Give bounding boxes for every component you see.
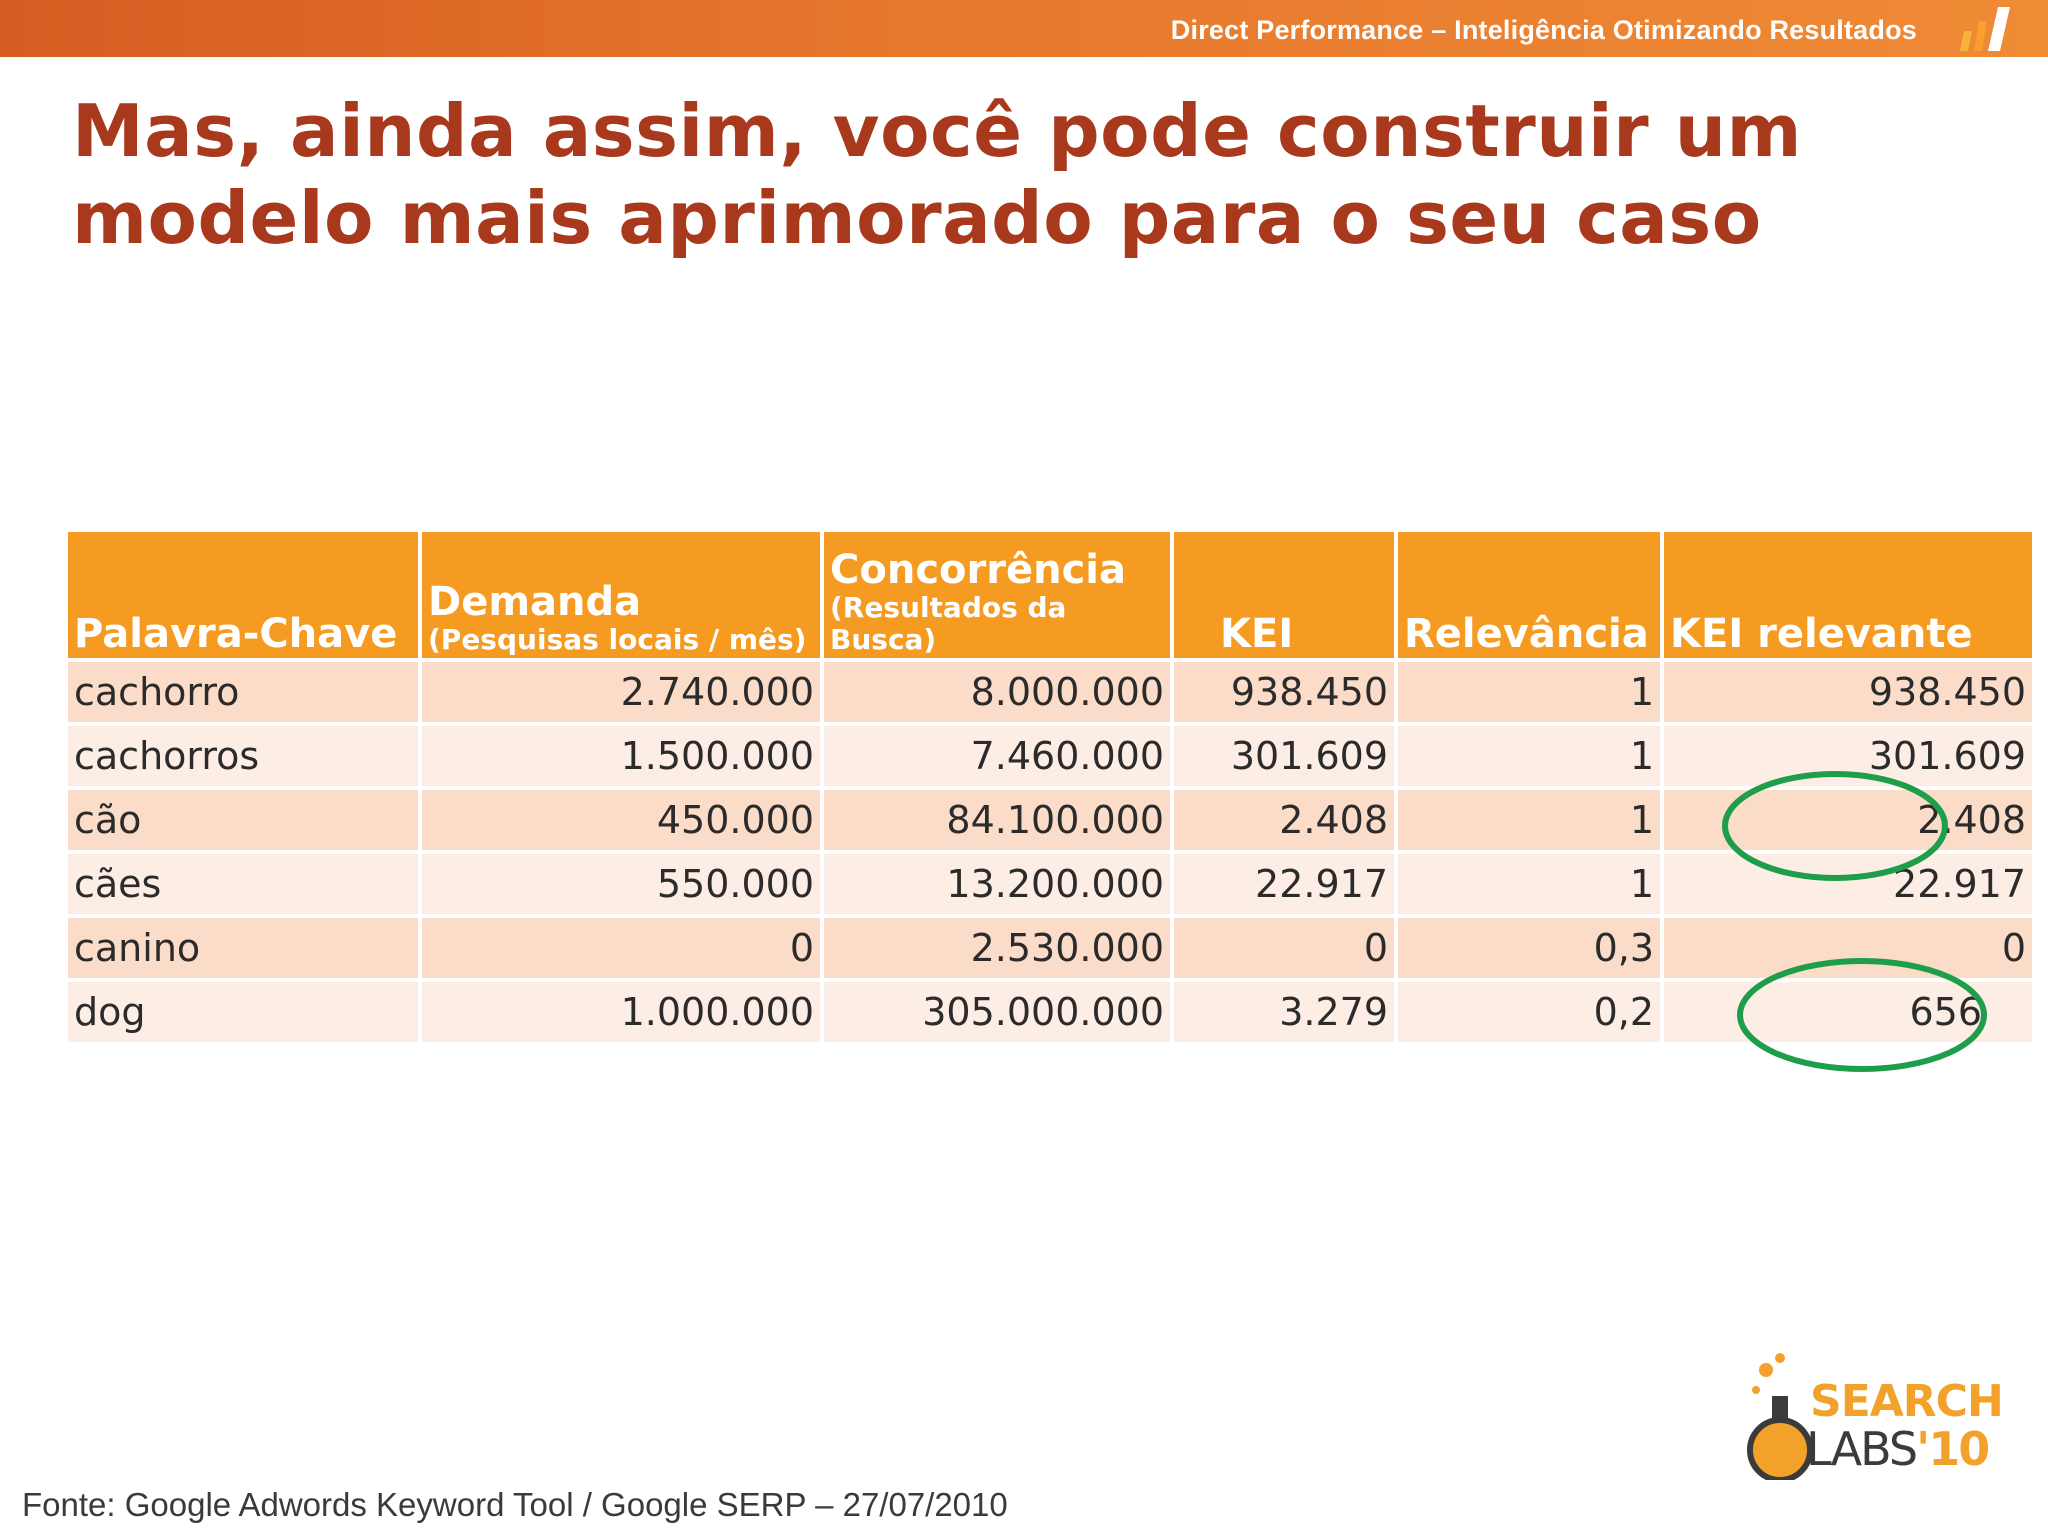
cell-demand: 0 [422,918,820,978]
cell-relevance: 1 [1398,854,1660,914]
table-row [68,982,2032,1042]
col-header-kei [1174,532,1394,658]
cell-competition: 13.200.000 [824,854,1170,914]
cell-demand: 550.000 [422,854,820,914]
col-header-label: Palavra-Chave [74,611,398,657]
table-row [68,726,2032,786]
cell-relevance: 0,2 [1398,982,1660,1042]
cell-kei: 2.408 [1174,790,1394,850]
col-header-label: KEI [1220,611,1294,657]
col-header-keyword [68,532,418,658]
cell-demand: 1.500.000 [422,726,820,786]
cell-kei-relevant: 938.450 [1664,662,2032,722]
col-header-sublabel: (Resultados da Busca) [830,591,1067,656]
cell-competition: 84.100.000 [824,790,1170,850]
cell-kei: 22.917 [1174,854,1394,914]
cell-demand: 1.000.000 [422,982,820,1042]
cell-kei: 3.279 [1174,982,1394,1042]
bar-chart-logo-icon [1954,5,2020,53]
cell-keyword: cachorro [68,662,418,722]
logo-search-text: SEARCH [1810,1376,2003,1427]
col-header-label: Relevância [1404,611,1649,657]
cell-competition: 305.000.000 [824,982,1170,1042]
logo-labs-wordmark [1806,1422,1988,1476]
cell-keyword: canino [68,918,418,978]
cell-demand: 450.000 [422,790,820,850]
cell-kei-relevant: 656 [1664,982,2032,1042]
cell-competition: 7.460.000 [824,726,1170,786]
table-row [68,854,2032,914]
cell-keyword: cachorros [68,726,418,786]
col-header-relevance [1398,532,1660,658]
cell-keyword: dog [68,982,418,1042]
slide-title: Mas, ainda assim, você pode construir um modelo mais aprimorado para o seu caso [72,89,1803,260]
cell-kei: 938.450 [1174,662,1394,722]
col-header-label: KEI relevante [1670,611,1973,657]
cell-kei: 301.609 [1174,726,1394,786]
table-row [68,662,2032,722]
logo-labs-text: LABS [1806,1422,1917,1476]
cell-kei-relevant: 22.917 [1664,854,2032,914]
col-header-competition [824,532,1170,658]
col-header-kei-relevant [1664,532,2032,658]
cell-kei-relevant: 0 [1664,918,2032,978]
banner-title: Direct Performance – Inteligência Otimizando Resultados [1170,15,1917,45]
col-header-label: Demanda [428,579,642,625]
cell-relevance: 0,3 [1398,918,1660,978]
cell-keyword: cão [68,790,418,850]
cell-kei: 0 [1174,918,1394,978]
keyword-table [64,528,2036,1046]
col-header-sublabel: (Pesquisas locais / mês) [428,623,807,656]
cell-competition: 2.530.000 [824,918,1170,978]
cell-relevance: 1 [1398,790,1660,850]
cell-kei-relevant: 2.408 [1664,790,2032,850]
table-row [68,918,2032,978]
cell-kei-relevant: 301.609 [1664,726,2032,786]
cell-relevance: 1 [1398,726,1660,786]
cell-demand: 2.740.000 [422,662,820,722]
source-footnote: Fonte: Google Adwords Keyword Tool / Google SERP – 27/07/2010 [22,1486,1008,1523]
cell-keyword: cães [68,854,418,914]
logo-year-text: '10 [1916,1422,1989,1476]
cell-competition: 8.000.000 [824,662,1170,722]
top-banner [0,0,2048,57]
table-header-row [68,532,2032,658]
col-header-label: Concorrência [830,547,1126,593]
col-header-demand [422,532,820,658]
cell-relevance: 1 [1398,662,1660,722]
table-row [68,790,2032,850]
search-labs-logo [1742,1350,2003,1480]
